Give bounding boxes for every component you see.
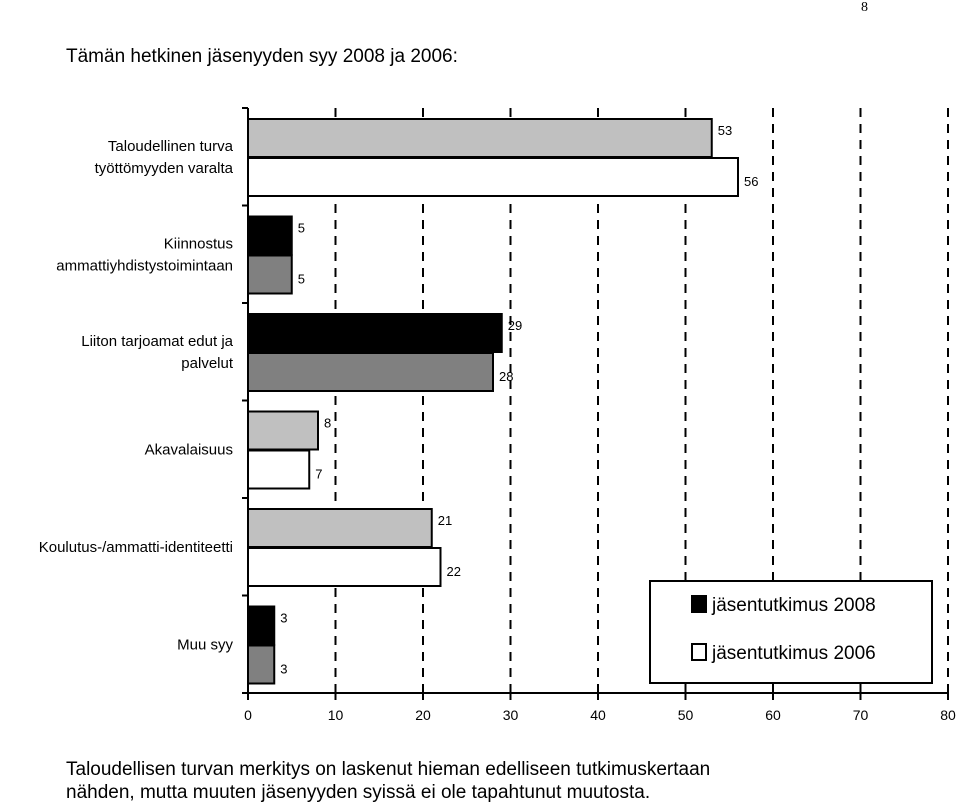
legend-label: jäsentutkimus 2006 (712, 643, 876, 664)
bar-value-label: 56 (744, 174, 759, 189)
bar (248, 314, 502, 352)
bar (248, 217, 292, 255)
bar-value-label: 7 (315, 466, 323, 482)
bar-value-label: 28 (499, 369, 514, 384)
category-label: Akavalaisuus (144, 441, 233, 459)
category-label: Taloudellinen turva (107, 137, 233, 155)
x-tick-label: 0 (244, 707, 252, 723)
x-tick-label: 40 (590, 707, 606, 723)
legend-label: jäsentutkimus 2008 (712, 595, 876, 616)
category-label: ammattiyhdistystoimintaan (56, 257, 233, 275)
bar-value-label: 5 (297, 220, 305, 236)
category-label: Koulutus-/ammatti-identiteetti (38, 538, 233, 556)
bar-value-label: 3 (280, 661, 288, 677)
caption-line: nähden, mutta muuten jäsenyyden syissä ei ole tapahtunut muutosta. (66, 782, 651, 803)
bar (248, 548, 441, 586)
bar (248, 646, 274, 684)
bar-value-label: 5 (297, 271, 305, 287)
bar (248, 607, 274, 645)
page-number: 8 (861, 0, 868, 15)
x-tick-label: 50 (677, 707, 694, 723)
legend-swatch (692, 596, 706, 612)
bar (248, 509, 432, 547)
x-tick-label: 80 (940, 707, 956, 723)
category-label: Kiinnostus (163, 235, 233, 253)
category-label: Muu syy (177, 636, 233, 654)
bar-value-label: 3 (280, 610, 288, 626)
bar-value-label: 8 (324, 415, 332, 431)
bar (248, 451, 309, 489)
bar (248, 256, 292, 294)
bar (248, 119, 712, 157)
caption (66, 758, 946, 804)
bar (248, 412, 318, 450)
bar (248, 353, 493, 391)
chart-title: Tämän hetkinen jäsenyyden syy 2008 ja 2006: (66, 46, 458, 67)
category-label: työttömyyden varalta (94, 159, 233, 177)
legend-swatch (692, 644, 706, 660)
category-label: Liiton tarjoamat edut ja (81, 332, 233, 350)
bar-value-label: 53 (717, 123, 733, 138)
bar-value-label: 22 (446, 564, 461, 579)
x-tick-label: 30 (502, 707, 519, 723)
x-tick-label: 60 (765, 707, 781, 723)
bar (248, 158, 738, 196)
x-tick-label: 10 (327, 707, 344, 723)
category-label: palvelut (181, 354, 233, 372)
x-tick-label: 20 (415, 707, 431, 723)
bar-value-label: 21 (437, 513, 453, 528)
caption-line: Taloudellisen turvan merkitys on laskenut hieman edelliseen tutkimuskertaan (66, 759, 711, 780)
bar-value-label: 29 (507, 318, 523, 333)
x-tick-label: 70 (852, 707, 869, 723)
